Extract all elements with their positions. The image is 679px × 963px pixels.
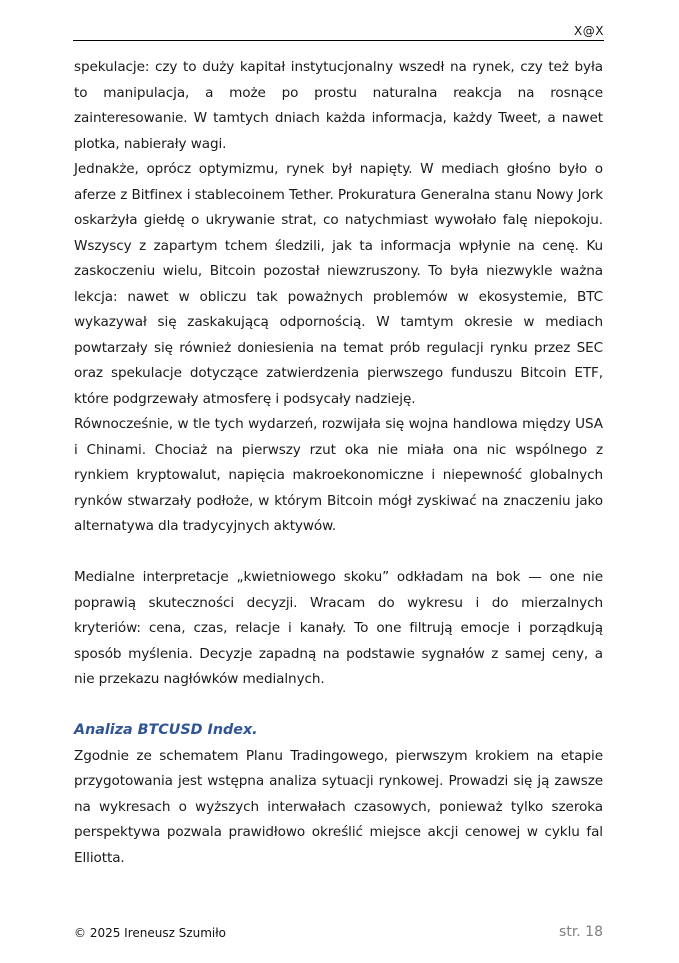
page-number: str. 18 (559, 924, 603, 940)
paragraph-spacer (74, 693, 603, 719)
page-footer (74, 924, 603, 944)
page-content (74, 55, 603, 871)
paragraph-market-tension: Jednakże, oprócz optymizmu, rynek był napięty. W mediach głośno było o aferze z Bitfinex i stablecoinem Tether. Prokuratura Generalna stanu Nowy Jork oskarżyła giełdę o ukrywanie strat, co natychmiast wywołało falę niepokoju. Wszyscy z zapartym tchem śledzili, jak ta informacja wpłynie na cenę. Ku zaskoczeniu wielu, Bitcoin pozostał niewzruszony. To była niezwykle ważna lekcja: nawet w obliczu tak poważnych problemów w ekosystemie, BTC wykazywał się zaskakującą odpornością. W tamtym okresie w mediach powtarzały się również doniesienia na temat prób regulacji rynku przez SEC oraz spekulacje dotyczące zatwierdzenia pierwszego funduszu Bitcoin ETF, które podgrzewały atmosferę i podsycały nadzieję. (74, 161, 603, 407)
header-mark: X@X (574, 24, 604, 38)
copyright-notice: © 2025 Ireneusz Szumiło (74, 926, 227, 940)
page-header (73, 22, 604, 41)
paragraph-media-interpretations: Medialne interpretacje „kwietniowego skoku” odkładam na bok — one nie poprawią skuteczności decyzji. Wracam do wykresu i do mierzalnych kryteriów: cena, czas, relacje i kanały. To one filtrują emocje i porządkują sposób myślenia. Decyzje zapadną na podstawie sygnałów z samej ceny, a nie przekazu nagłówków medialnych. (74, 569, 603, 687)
paragraph-spacer (74, 540, 603, 566)
paragraph-trade-war: Równocześnie, w tle tych wydarzeń, rozwijała się wojna handlowa między USA i Chinami. Chociaż na pierwszy rzut oka nie miała ona nic wspólnego z rynkiem kryptowalut, napięcia makroekonomiczne i niepewność globalnych rynków stwarzały podłoże, w którym Bitcoin mógł zyskiwać na znaczeniu jako alternatywa dla tradycyjnych aktywów. (74, 416, 603, 534)
paragraph-analysis: Zgodnie ze schematem Planu Tradingowego, pierwszym krokiem na etapie przygotowania jest wstępna analiza sytuacji rynkowej. Prowadzi się ją zawsze na wykresach o wyższych interwałach czasowych, ponieważ tylko szeroka perspektywa pozwala prawidłowo określić miejsce akcji cenowej w cyklu fal Elliotta. (74, 747, 603, 866)
section-heading: Analiza BTCUSD Index. (74, 722, 258, 738)
paragraph-speculation: spekulacje: czy to duży kapitał instytucjonalny wszedł na rynek, czy też była to manipulacja, a może po prostu naturalna reakcja na rosnące zainteresowanie. W tamtych dniach każda informacja, każdy Tweet, a nawet plotka, nabierały wagi. (74, 59, 603, 152)
